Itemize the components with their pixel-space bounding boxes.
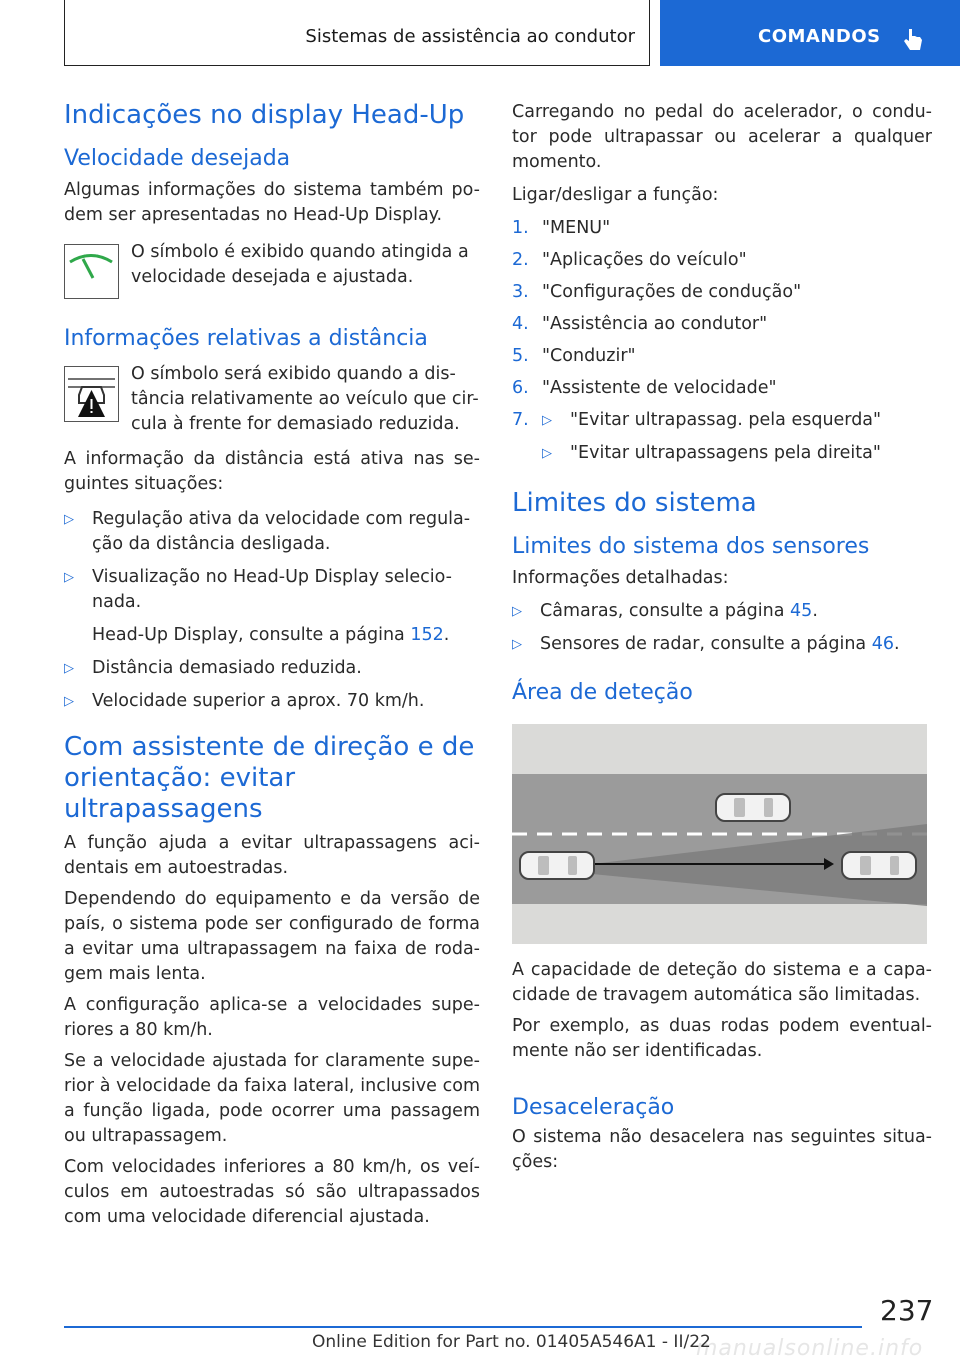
assist-paragraph: Dependendo do equipamento e da versão de país, o sistema pode ser configurado de forma a evitar uma ultrapassagem na faixa de roda-gem mais lenta. — [64, 889, 480, 984]
assist-paragraph: Se a velocidade ajustada for claramente supe-rior à velocidade da faixa lateral, inclusive com a função ligada, pode ocorrer uma passagem ou ultrapassagem. — [64, 1051, 480, 1146]
heading-deceleration: Desaceleração — [512, 1095, 675, 1120]
assist-paragraph: A função ajuda a evitar ultrapassagens aci-dentais em autoestradas. — [64, 833, 480, 878]
list-item: ▷ Sensores de radar, consulte a página 46. — [512, 632, 932, 657]
assist-paragraph: A configuração aplica-se a velocidades supe-riores a 80 km/h. — [64, 995, 480, 1040]
list-item: 2. "Aplicações do veículo" — [512, 250, 747, 270]
heading-hud: Indicações no display Head-Up — [64, 100, 465, 130]
triangle-bullet-icon: ▷ — [512, 604, 522, 619]
triangle-bullet-icon: ▷ — [64, 512, 74, 527]
page-link-46[interactable]: 46 — [871, 634, 894, 654]
detection-area-diagram — [512, 724, 927, 944]
triangle-bullet-icon: ▷ — [64, 570, 74, 585]
hud-reference: Head-Up Display, consulte a página 152. — [92, 625, 450, 645]
page-link-45[interactable]: 45 — [790, 601, 813, 621]
page-number: 237 — [880, 1294, 934, 1327]
heading-detection: Área de deteção — [512, 680, 693, 705]
distance-paragraph: A informação da distância está ativa nas se-guintes situações: — [64, 449, 480, 494]
triangle-bullet-icon: ▷ — [542, 446, 552, 461]
list-item: ▷ Distância demasiado reduzida. — [64, 656, 480, 681]
list-item: 6. "Assistente de velocidade" — [512, 378, 777, 398]
list-item: 4. "Assistência ao condutor" — [512, 314, 768, 334]
assist-paragraph: Com velocidades inferiores a 80 km/h, os veí-culos em autoestradas só são ultrapassados com uma velocidade diferencial ajustada. — [64, 1157, 480, 1227]
heading-speed: Velocidade desejada — [64, 146, 291, 171]
deceleration-paragraph: O sistema não desacelera nas seguintes situa-ções: — [512, 1127, 932, 1172]
triangle-bullet-icon: ▷ — [64, 661, 74, 676]
list-item: ▷ Visualização no Head-Up Display selecio-nada. — [64, 567, 452, 612]
heading-assist: Com assistente de direção e de orientação: evitar ultrapassagens — [64, 732, 475, 824]
section-title: Sistemas de assistência ao condutor — [305, 26, 635, 47]
distance-icon-block — [64, 362, 480, 437]
list-item: ▷ Câmaras, consulte a página 45. — [512, 599, 932, 624]
list-item: 3. "Configurações de condução" — [512, 282, 802, 302]
details-paragraph: Informações detalhadas: — [512, 568, 729, 588]
list-item: 1. "MENU" — [512, 218, 611, 238]
list-item: 5. "Conduzir" — [512, 346, 636, 366]
heading-limits: Limites do sistema — [512, 488, 757, 518]
footer-rule — [64, 1326, 862, 1328]
watermark: manualsonline.info — [696, 1336, 924, 1361]
car-icon — [716, 794, 790, 821]
page-header — [0, 0, 960, 66]
accelerator-paragraph: Carregando no pedal do acelerador, o condu-tor pode ultrapassar ou acelerar a qualquer momento. — [512, 102, 932, 172]
list-item: ▷ Velocidade superior a aprox. 70 km/h. — [64, 689, 480, 714]
toggle-paragraph: Ligar/desligar a função: — [512, 185, 719, 205]
desired-speed-icon — [64, 244, 119, 299]
car-icon — [520, 852, 594, 879]
triangle-bullet-icon: ▷ — [542, 413, 552, 428]
triangle-bullet-icon: ▷ — [512, 637, 522, 652]
chapter-title: COMANDOS — [758, 26, 881, 47]
speed-icon-text: O símbolo é exibido quando atingida a velocidade desejada e ajustada. — [131, 242, 469, 287]
detection-paragraph: Por exemplo, as duas rodas podem eventual-mente não ser identificadas. — [512, 1016, 932, 1061]
triangle-bullet-icon: ▷ — [64, 694, 74, 709]
distance-warning-icon — [64, 366, 119, 422]
chapter-tab — [660, 0, 960, 66]
section-tab — [64, 0, 650, 66]
distance-icon-text: O símbolo será exibido quando a dis-tância relativamente ao veículo que cir-cula à frente for demasiado reduzida. — [131, 364, 479, 434]
list-item: ▷ Regulação ativa da velocidade com regula-ção da distância desligada. — [64, 509, 471, 554]
list-item: 7. ▷ "Evitar ultrapassag. pela esquerda" — [512, 408, 932, 433]
speed-paragraph: Algumas informações do sistema também po-dem ser apresentadas no Head-Up Display. — [64, 180, 480, 225]
edition-text: Online Edition for Part no. 01405A546A1 - II/22 — [312, 1332, 711, 1352]
list-item: ▷ "Evitar ultrapassagens pela direita" — [512, 441, 932, 466]
left-column — [64, 100, 480, 1230]
heading-distance: Informações relativas a distância — [64, 326, 428, 351]
hand-pointer-icon — [900, 26, 926, 54]
speed-icon-block — [64, 240, 480, 299]
heading-sensor-limits: Limites do sistema dos sensores — [512, 534, 870, 559]
right-column — [512, 100, 932, 1175]
detection-paragraph: A capacidade de deteção do sistema e a capa-cidade de travagem automática são limitadas. — [512, 960, 932, 1005]
car-icon — [842, 852, 916, 879]
page-link-152[interactable]: 152 — [410, 625, 444, 645]
